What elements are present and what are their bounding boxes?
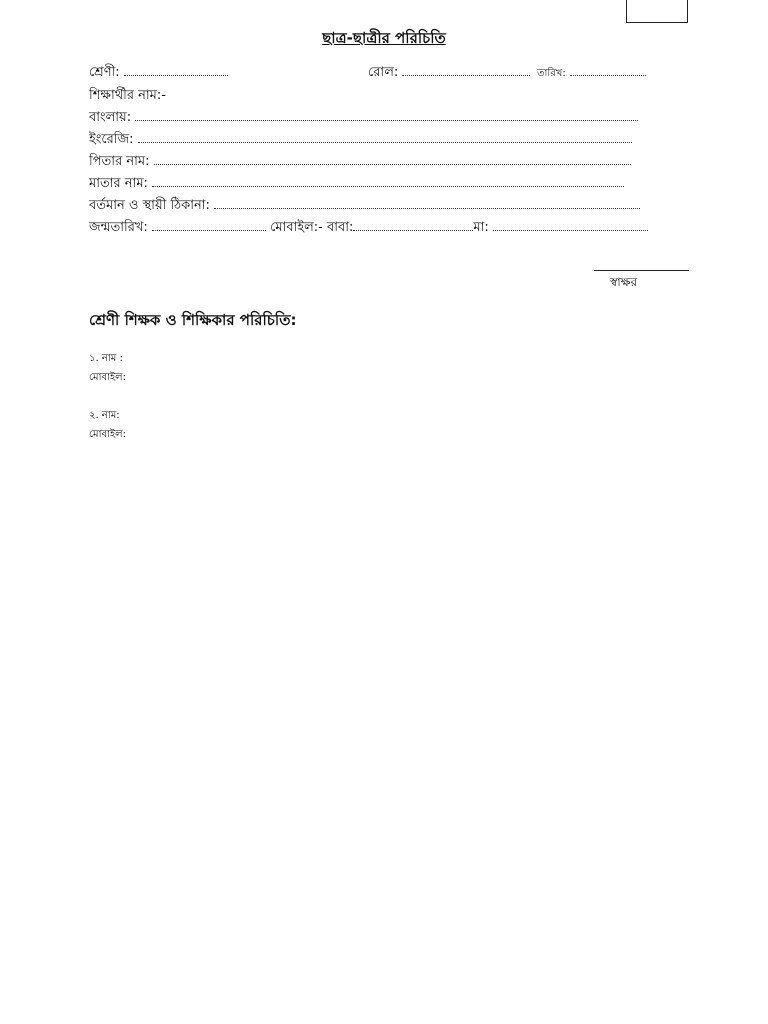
father-label: পিতার নাম: bbox=[89, 154, 150, 169]
learner-name-heading: শিক্ষার্থীর নাম:- bbox=[89, 88, 166, 103]
address-dots[interactable] bbox=[214, 197, 640, 209]
teacher-2-name-label: ২. নাম: bbox=[89, 410, 120, 421]
class-label: শ্রেণী: bbox=[89, 65, 120, 80]
roll-dots[interactable] bbox=[402, 64, 530, 76]
bangla-field bbox=[89, 108, 638, 128]
roll-label: রোল: bbox=[368, 65, 399, 80]
form-title: ছাত্র-ছাত্রীর পরিচিতি bbox=[322, 29, 446, 47]
teacher-1-mobile-label: মোবাইল: bbox=[89, 372, 126, 383]
father-short-label: বাবা: bbox=[327, 220, 354, 235]
date-field bbox=[537, 63, 646, 84]
mother-mobile-dots[interactable] bbox=[493, 219, 648, 231]
english-dots[interactable] bbox=[138, 131, 632, 143]
address-label: বর্তমান ও স্থায়ী ঠিকানা: bbox=[89, 198, 210, 213]
class-field bbox=[89, 63, 228, 83]
class-dots[interactable] bbox=[124, 64, 228, 76]
father-field bbox=[89, 152, 631, 172]
photo-box bbox=[626, 0, 688, 23]
teacher-2-mobile-label: মোবাইল: bbox=[89, 429, 126, 440]
dob-dots[interactable] bbox=[152, 219, 266, 231]
mother-field bbox=[89, 174, 624, 194]
mother-short-label: মা: bbox=[473, 220, 489, 235]
address-field bbox=[89, 196, 640, 216]
bangla-label: বাংলায়: bbox=[89, 110, 132, 125]
dob-row bbox=[89, 218, 648, 238]
mother-dots[interactable] bbox=[152, 175, 624, 187]
father-dots[interactable] bbox=[154, 153, 631, 165]
mobile-label: মোবাইল:- bbox=[270, 220, 323, 235]
dob-label: জন্মতারিখ: bbox=[89, 220, 148, 235]
father-mobile-dots[interactable] bbox=[353, 219, 473, 231]
signature-line bbox=[594, 270, 689, 271]
date-dots[interactable] bbox=[570, 64, 646, 76]
signature-label: স্বাক্ষর bbox=[610, 275, 638, 289]
teacher-1-name-label: ১. নাম : bbox=[89, 353, 123, 364]
bangla-dots[interactable] bbox=[135, 109, 638, 121]
teacher-section-heading: শ্রেণী শিক্ষক ও শিক্ষিকার পরিচিতি: bbox=[89, 311, 297, 329]
date-label: তারিখ: bbox=[537, 68, 566, 79]
english-field bbox=[89, 130, 632, 150]
english-label: ইংরেজি: bbox=[89, 132, 134, 147]
mother-label: মাতার নাম: bbox=[89, 176, 148, 191]
roll-field bbox=[368, 63, 530, 83]
